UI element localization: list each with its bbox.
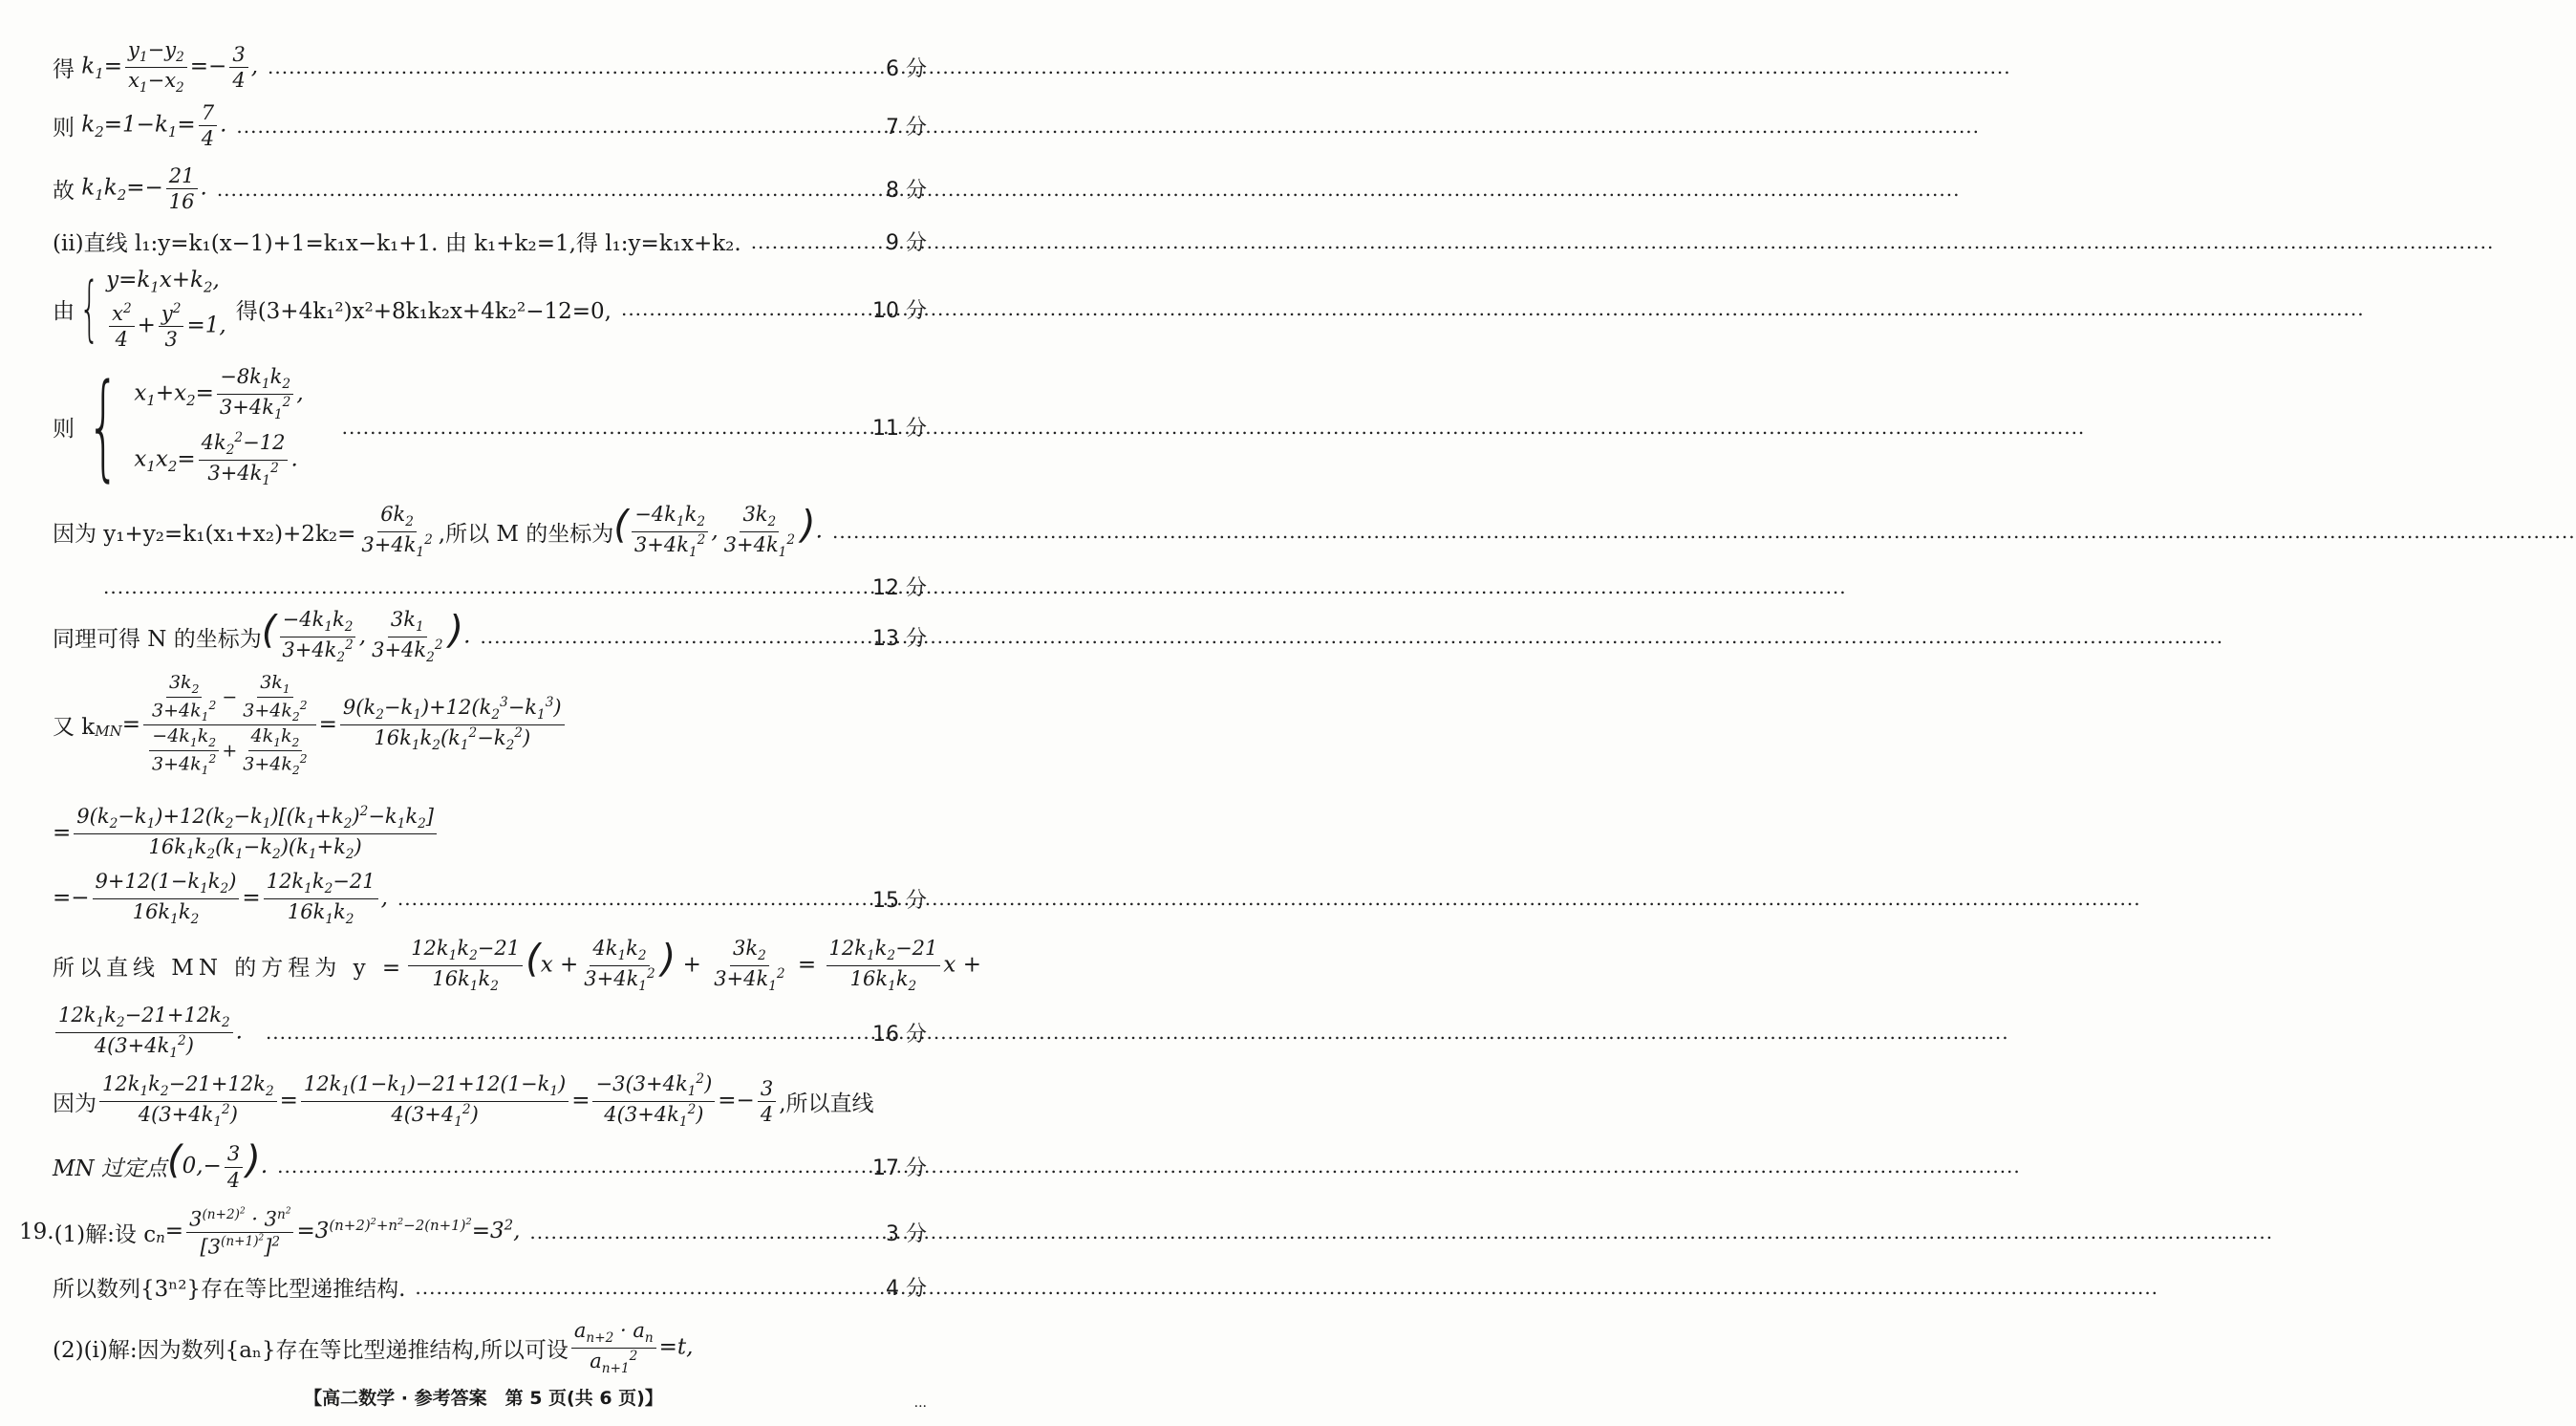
formula: = $\frac{9(k_2-k_1)+12(k_2-k_1)[(k_1+k_2)^2-k_1k_2]}{16k_1k_2(k_1-k_2)(k_1+k_2)}$: [53, 805, 440, 863]
equation-system: { $y=k_1x+k_2$, $\frac{x^2}{4}$ + $\frac{y^2}{3}$ =1,: [78, 268, 226, 351]
q19-part1: 19. (1)解:设 c n = $\frac{3^{(n+2)^2} \cdot 3^{n^2}}{[3^{(n+1)^2}]^2}$ $=3^{(n+2)^2+n^2-2(n+1)^2}=3^2$, ..... 3 分: [19, 1206, 927, 1258]
corner-mark: ...: [913, 1395, 927, 1411]
answer-line-5: [53, 268, 927, 351]
score-points: 9 分: [886, 231, 927, 255]
leader-dots: [397, 887, 863, 910]
leader-dots: [277, 1155, 863, 1178]
equation-system: { $x_1+x_2=$ $\frac{-8k_1k_2}{3+4k_1^2}$ , $x_1x_2=$ $\frac{4k_2^2-12}{3+4k_1^2}$ .: [86, 359, 304, 493]
score-points: 4 分: [886, 1277, 927, 1301]
leader-dots: [268, 55, 876, 78]
answer-line-10: [53, 1004, 927, 1062]
answer-line-7: [53, 503, 927, 561]
line-text-a: 因为 y₁+y₂=k₁(x₁+x₂)+2k₂=: [53, 521, 356, 547]
score-points: 10 分: [872, 298, 927, 323]
slope-subscript: MN: [95, 722, 122, 740]
line-text-c: MN 过定点: [53, 1156, 167, 1181]
line-prefix: 则: [53, 417, 75, 443]
score-points: 16 分: [872, 1022, 927, 1047]
answer-line-7-cont: [103, 572, 927, 601]
leader-dots: [751, 230, 876, 253]
formula: $\frac{6k_2}{3+4k_1^2}$: [361, 503, 433, 561]
leader-dots: [236, 115, 876, 138]
score-points: 7 分: [886, 116, 927, 140]
formula: =− $\frac{9+12(1-k_1k_2)}{16k_1k_2}$ = $\frac{12k_1k_2-21}{16k_1k_2}$ ,: [53, 870, 388, 928]
line-text: (1)解:设 c: [54, 1221, 157, 1247]
score-points: 13 分: [872, 626, 927, 651]
leader-dots: [266, 1021, 863, 1044]
line-text: (2)(ⅰ)解:因为数列{aₙ}存在等比型递推结构,所以可设: [53, 1337, 569, 1363]
formula: $\frac{12k_1k_2-21}{16k_1k_2}$ (x + $\frac{4k_1k_2}{3+4k_1^2}$ ) + $\frac{3k_2}{3+4k_1^2}$ = $\frac{12k_1k_2-21}{16k_1k_2}$ x +: [405, 937, 981, 995]
score-points: 15 分: [872, 888, 927, 913]
formula: $\frac{12k_1k_2-21+12k_2}{4(3+4k_1^2)}$ .: [53, 1004, 243, 1062]
slope-derivation-1: [53, 673, 927, 778]
formula: = $\frac{3^{(n+2)^2} \cdot 3^{n^2}}{[3^{(n+1)^2}]^2}$ $=3^{(n+2)^2+n^2-2(n+1)^2}=3^2$,: [164, 1206, 521, 1259]
leader-dots: [342, 416, 863, 439]
score-points: 12 分: [872, 576, 927, 600]
answer-line-11: [53, 1138, 927, 1192]
line-mid: 得(3+4k₁²)x²+8k₁k₂x+4k₂²−12=0,: [235, 298, 612, 324]
formula: = $\frac{3k_2}{3+4k_1^2}$ − $\frac{3k_1}{3+4k_2^2}$ $\frac{-4k_1k_2}{3+4k_1^2}$ + $\frac{4k_1k_2}{3+4k_2^2}$ = $\frac{9(k_2-k_1)+12(k_2^3-k_1^3)}{16k_1k_2(k_1^2-k_2^2)}$: [122, 673, 568, 778]
line-text-b: ,所以直线: [779, 1091, 874, 1116]
score-points: 3 分: [886, 1221, 927, 1246]
leader-dots: [621, 297, 863, 320]
answer-line-1: [53, 38, 927, 97]
line-text: (ⅱ)直线 l₁:y=k₁(x−1)+1=k₁x−k₁+1. 由 k₁+k₂=1,得 l₁:y=k₁x+k₂.: [53, 231, 741, 256]
line-equation-1: [53, 937, 981, 995]
line-prefix: 由: [53, 298, 75, 324]
leader-dots: [832, 520, 917, 543]
leader-dots: [103, 575, 863, 598]
line-prefix: 得: [53, 56, 75, 82]
line-text: 同理可得 N 的坐标为: [53, 626, 262, 652]
slope-derivation-2: [53, 805, 927, 863]
page-footer: 【高二数学 · 参考答案 第 5 页(共 6 页)】: [304, 1388, 663, 1409]
formula: $k_2=1-k_1=$ $\frac{7}{4}$ .: [75, 101, 227, 151]
line-text-b: ,所以 M 的坐标为: [438, 521, 614, 547]
line-prefix: 故: [53, 179, 75, 205]
score-points: 11 分: [872, 417, 927, 442]
line-text: 所以数列{3ⁿ²}存在等比型递推结构.: [53, 1277, 406, 1302]
fixed-point: (0,− $\frac{3}{4}$ ).: [167, 1138, 268, 1192]
q19-line3: [53, 1319, 927, 1377]
formula: $\frac{a_{n+2} \cdot a_n}{a_{n+1}^2}$ =t,: [569, 1319, 694, 1377]
leader-dots: [529, 1221, 876, 1243]
formula: $k_1=$ $\frac{y_1-y_2}{x_1-x_2}$ =− $\frac{3}{4}$ ,: [75, 38, 258, 97]
score-points: 6 分: [886, 56, 927, 81]
fixed-point-derivation: [53, 1072, 927, 1131]
line-prefix: 又 k: [53, 715, 96, 741]
q19-line2: [53, 1271, 927, 1303]
answer-line-4: [53, 226, 927, 257]
line-text: 所以直线 MN 的方程为 y =: [53, 955, 406, 981]
line-prefix: 则: [53, 116, 75, 141]
coordinate-M: ( $\frac{-4k_1k_2}{3+4k_1^2}$ , $\frac{3k_2}{3+4k_1^2}$ ).: [613, 503, 823, 561]
question-number: 19.: [19, 1220, 54, 1245]
answer-line-3: [53, 164, 927, 213]
line-text-a: 因为: [53, 1091, 97, 1116]
formula: $\frac{12k_1k_2-21+12k_2}{4(3+4k_1^2)}$ = $\frac{12k_1(1-k_1)-21+12(1-k_1)}{4(3+4_1^2)}$ = $\frac{-3(3+4k_1^2)}{4(3+4k_1^2)}$ =− $\frac{3}{4}$: [97, 1072, 779, 1131]
answer-line-6: [53, 359, 927, 493]
formula: $k_1k_2=-$ $\frac{21}{16}$ .: [75, 164, 207, 214]
score-points: 8 分: [886, 179, 927, 204]
leader-dots: [480, 625, 863, 648]
answer-line-8: [53, 608, 927, 666]
coordinate-N: ( $\frac{-4k_1k_2}{3+4k_2^2}$ , $\frac{3k_1}{3+4k_2^2}$ ).: [261, 608, 471, 666]
answer-line-2: [53, 101, 927, 150]
leader-dots: [217, 178, 876, 201]
leader-dots: [415, 1276, 876, 1299]
answer-line-9: [53, 870, 927, 928]
score-points: 17 分: [872, 1156, 927, 1180]
